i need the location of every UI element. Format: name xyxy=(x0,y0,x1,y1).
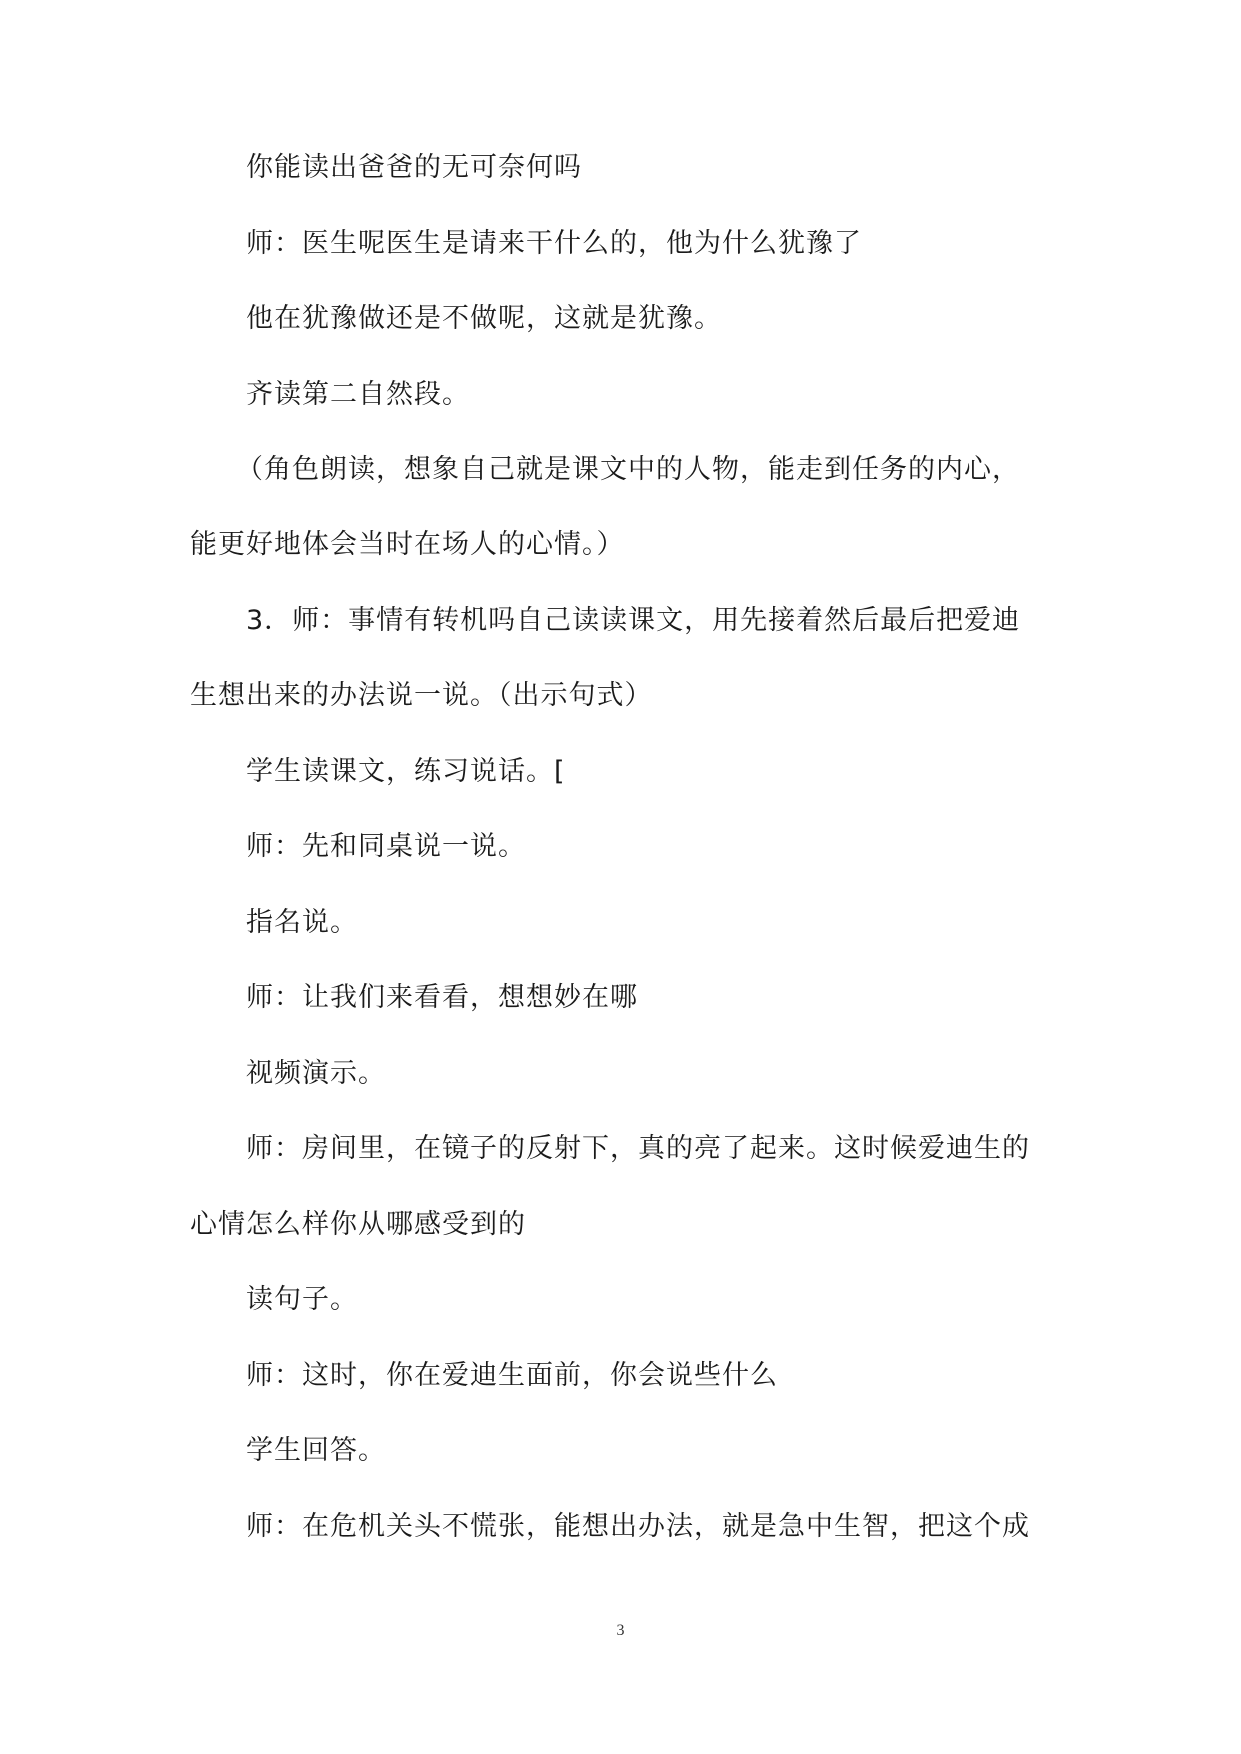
text-line: 师：先和同桌说一说。 xyxy=(246,831,526,862)
text-line: 师：房间里，在镜子的反射下，真的亮了起来。这时候爱迪生的 xyxy=(246,1133,1030,1164)
text-line: 3．师：事情有转机吗自己读读课文，用先接着然后最后把爱迪 xyxy=(246,605,1021,636)
page-number: 3 xyxy=(616,1622,625,1639)
text-line: 能更好地体会当时在场人的心情。） xyxy=(190,529,625,560)
text-line: 他在犹豫做还是不做呢，这就是犹豫。 xyxy=(246,303,722,334)
text-line: 师：让我们来看看，想想妙在哪 xyxy=(246,982,638,1013)
text-line: 师：医生呢医生是请来干什么的，他为什么犹豫了 xyxy=(246,228,862,259)
text-line: 视频演示。 xyxy=(246,1058,386,1089)
text-line: 齐读第二自然段。 xyxy=(246,379,470,410)
text-line: 生想出来的办法说一说。（出示句式） xyxy=(190,680,653,711)
text-line: 师：这时，你在爱迪生面前，你会说些什么 xyxy=(246,1360,778,1391)
text-line: 读句子。 xyxy=(246,1284,358,1315)
text-line: 心情怎么样你从哪感受到的 xyxy=(190,1209,526,1240)
text-line: 指名说。 xyxy=(246,907,358,938)
text-line: 学生回答。 xyxy=(246,1435,386,1466)
text-line: 学生读课文，练习说话。[ xyxy=(246,756,566,787)
text-line: （角色朗读，想象自己就是课文中的人物，能走到任务的内心， xyxy=(236,454,1020,485)
text-line: 你能读出爸爸的无可奈何吗 xyxy=(246,152,582,183)
text-line: 师：在危机关头不慌张，能想出办法，就是急中生智，把这个成 xyxy=(246,1511,1030,1542)
